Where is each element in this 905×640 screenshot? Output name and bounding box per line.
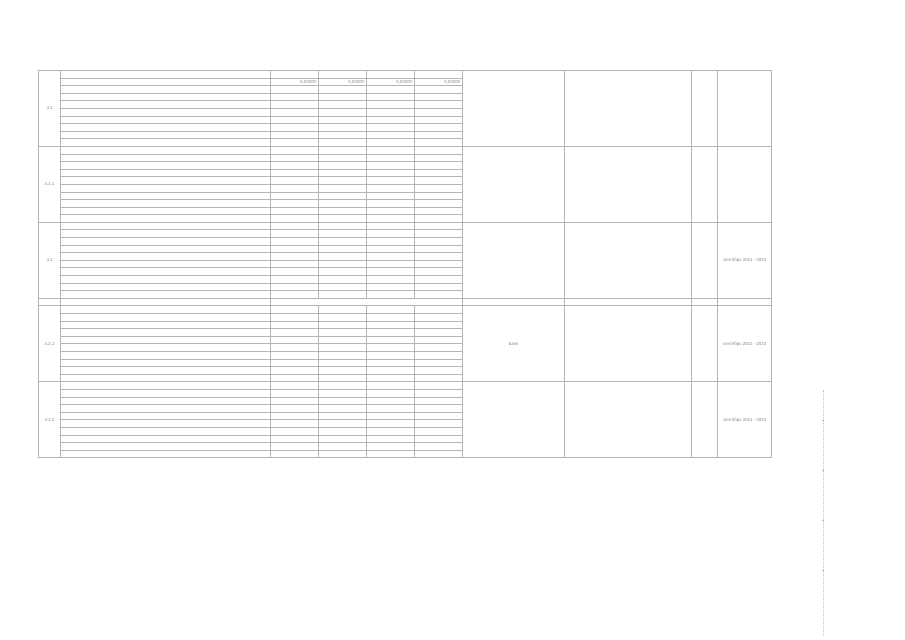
budget-value — [271, 427, 319, 435]
budget-value — [271, 169, 319, 177]
section-value — [271, 382, 319, 390]
budget-source-label — [61, 260, 271, 268]
budget-value — [319, 427, 367, 435]
budget-value — [271, 389, 319, 397]
budget-source-label — [61, 367, 271, 375]
section-value — [415, 146, 463, 154]
budget-value — [319, 359, 367, 367]
budget-source-label — [61, 101, 271, 109]
budget-value — [319, 131, 367, 139]
section-value — [415, 222, 463, 230]
budget-value — [415, 389, 463, 397]
budget-value — [271, 93, 319, 101]
budget-source-label — [61, 405, 271, 413]
budget-value — [415, 283, 463, 291]
budget-value — [271, 268, 319, 276]
budget-value — [319, 207, 367, 215]
section-value — [271, 306, 319, 314]
budget-value — [415, 329, 463, 337]
budget-value — [415, 116, 463, 124]
budget-value — [319, 435, 367, 443]
budget-value — [415, 177, 463, 185]
result-cell — [565, 71, 692, 147]
budget-source-label — [61, 389, 271, 397]
section-value — [367, 222, 415, 230]
budget-value — [367, 367, 415, 375]
budget-value — [415, 124, 463, 132]
budget-value — [271, 420, 319, 428]
section-value — [271, 146, 319, 154]
budget-value — [271, 101, 319, 109]
budget-value — [415, 108, 463, 116]
budget-value — [415, 427, 463, 435]
start-date-cell — [692, 71, 718, 147]
budget-value — [319, 86, 367, 94]
budget-value — [319, 314, 367, 322]
budget-value — [415, 412, 463, 420]
budget-value — [271, 245, 319, 253]
section-title — [61, 222, 271, 230]
section-value — [367, 306, 415, 314]
budget-value — [415, 351, 463, 359]
section-header-row — [39, 382, 772, 390]
budget-value — [319, 450, 367, 458]
budget-source-label — [61, 154, 271, 162]
budget-value — [367, 268, 415, 276]
budget-value — [367, 351, 415, 359]
budget-value — [367, 321, 415, 329]
budget-value — [271, 435, 319, 443]
budget-value — [319, 139, 367, 147]
budget-source-label — [61, 245, 271, 253]
budget-value — [367, 420, 415, 428]
section-title — [61, 71, 271, 79]
budget-source-label — [61, 116, 271, 124]
budget-source-label — [61, 124, 271, 132]
budget-value — [271, 238, 319, 246]
budget-source-label — [61, 427, 271, 435]
budget-source-label — [61, 412, 271, 420]
budget-value — [271, 162, 319, 170]
section-value — [367, 146, 415, 154]
budget-value — [367, 260, 415, 268]
budget-value — [415, 184, 463, 192]
budget-value — [271, 367, 319, 375]
start-date-cell — [692, 382, 718, 458]
result-cell — [565, 222, 692, 298]
budget-value — [367, 405, 415, 413]
budget-value — [367, 215, 415, 223]
budget-value — [271, 321, 319, 329]
budget-value — [319, 283, 367, 291]
budget-value — [415, 245, 463, 253]
start-date-cell — [692, 222, 718, 298]
budget-value — [271, 329, 319, 337]
result-cell — [565, 298, 692, 306]
budget-value — [415, 359, 463, 367]
budget-value — [319, 192, 367, 200]
budget-value — [415, 192, 463, 200]
budget-value — [271, 397, 319, 405]
budget-value — [367, 389, 415, 397]
budget-source-label — [61, 344, 271, 352]
start-date-cell — [692, 146, 718, 222]
end-date-cell — [718, 298, 772, 306]
budget-value — [367, 344, 415, 352]
budget-value — [319, 276, 367, 284]
budget-value — [319, 200, 367, 208]
budget-value — [319, 389, 367, 397]
budget-source-label — [61, 177, 271, 185]
budget-value — [367, 200, 415, 208]
section-code: 4.1 — [39, 71, 61, 147]
budget-value — [271, 253, 319, 261]
budget-value — [319, 101, 367, 109]
budget-value — [415, 336, 463, 344]
budget-value — [319, 397, 367, 405]
budget-value — [415, 86, 463, 94]
budget-source-label — [61, 207, 271, 215]
budget-value: 0,00000 — [415, 78, 463, 86]
budget-value — [367, 207, 415, 215]
budget-value — [367, 427, 415, 435]
budget-source-label — [61, 162, 271, 170]
budget-value — [271, 314, 319, 322]
row-values — [271, 298, 463, 306]
budget-value: 0,00000 — [319, 78, 367, 86]
budget-source-label — [61, 374, 271, 382]
budget-value — [319, 184, 367, 192]
budget-value — [415, 321, 463, 329]
budget-value — [367, 283, 415, 291]
budget-value — [367, 397, 415, 405]
budget-value — [319, 238, 367, 246]
responsible-cell — [463, 298, 565, 306]
budget-value — [319, 215, 367, 223]
budget-source-label — [61, 184, 271, 192]
budget-value — [367, 314, 415, 322]
budget-value — [271, 215, 319, 223]
end-date-cell: сентябрь 2021 - 2023 — [718, 222, 772, 298]
section-title — [61, 306, 271, 314]
budget-value — [271, 291, 319, 299]
budget-value — [367, 139, 415, 147]
budget-value — [415, 253, 463, 261]
responsible-cell — [463, 382, 565, 458]
budget-value — [367, 276, 415, 284]
row-title — [61, 298, 271, 306]
budget-value — [415, 443, 463, 451]
budget-value — [415, 154, 463, 162]
budget-value — [271, 116, 319, 124]
budget-source-label — [61, 139, 271, 147]
budget-value — [319, 268, 367, 276]
budget-value — [271, 154, 319, 162]
budget-value — [367, 154, 415, 162]
budget-value — [367, 412, 415, 420]
budget-value — [415, 405, 463, 413]
budget-source-label — [61, 314, 271, 322]
budget-value — [271, 405, 319, 413]
budget-table — [38, 70, 772, 458]
budget-value — [271, 230, 319, 238]
budget-value — [319, 367, 367, 375]
budget-value — [271, 108, 319, 116]
page-edge-tick — [822, 470, 824, 471]
budget-source-label — [61, 351, 271, 359]
responsible-cell — [463, 146, 565, 222]
budget-value — [367, 192, 415, 200]
budget-source-label — [61, 435, 271, 443]
row-code — [39, 298, 61, 306]
section-code: 4.1.1 — [39, 146, 61, 222]
budget-value — [271, 412, 319, 420]
budget-value: 0,00000 — [367, 78, 415, 86]
end-date-cell — [718, 71, 772, 147]
budget-value — [271, 184, 319, 192]
budget-value — [271, 336, 319, 344]
budget-value — [415, 238, 463, 246]
end-date-cell — [718, 146, 772, 222]
budget-source-label — [61, 397, 271, 405]
budget-value — [367, 177, 415, 185]
section-value — [367, 71, 415, 79]
budget-value — [271, 260, 319, 268]
budget-value — [271, 139, 319, 147]
section-header-row — [39, 306, 772, 314]
budget-source-label — [61, 336, 271, 344]
budget-value — [367, 116, 415, 124]
budget-source-label — [61, 93, 271, 101]
section-value — [415, 71, 463, 79]
budget-value — [415, 200, 463, 208]
budget-value — [319, 405, 367, 413]
budget-source-label — [61, 268, 271, 276]
budget-value — [415, 207, 463, 215]
budget-value — [367, 336, 415, 344]
page-edge-line — [823, 390, 824, 636]
budget-source-label — [61, 108, 271, 116]
budget-value — [415, 374, 463, 382]
budget-value — [271, 200, 319, 208]
budget-value — [415, 291, 463, 299]
section-code: 4.2.1 — [39, 306, 61, 382]
section-value — [271, 71, 319, 79]
budget-value: 5,00000 — [271, 78, 319, 86]
responsible-cell — [463, 222, 565, 298]
budget-value — [319, 93, 367, 101]
budget-value — [271, 177, 319, 185]
section-value — [415, 382, 463, 390]
section-header-row — [39, 146, 772, 154]
budget-value — [319, 351, 367, 359]
budget-value — [271, 124, 319, 132]
section-value — [367, 382, 415, 390]
budget-value — [271, 374, 319, 382]
page-edge-tick — [822, 420, 824, 421]
budget-value — [415, 169, 463, 177]
budget-value — [367, 253, 415, 261]
budget-source-label — [61, 86, 271, 94]
budget-value — [415, 260, 463, 268]
budget-source-label — [61, 450, 271, 458]
budget-value — [271, 351, 319, 359]
budget-value — [367, 184, 415, 192]
section-value — [319, 146, 367, 154]
budget-value — [415, 93, 463, 101]
page-edge-tick — [822, 570, 824, 571]
budget-source-label — [61, 215, 271, 223]
budget-value — [415, 276, 463, 284]
budget-value — [319, 245, 367, 253]
page-edge-tick — [822, 520, 824, 521]
budget-value — [367, 162, 415, 170]
budget-value — [415, 268, 463, 276]
budget-value — [367, 124, 415, 132]
budget-value — [415, 215, 463, 223]
responsible-cell: Банк — [463, 306, 565, 382]
section-value — [319, 71, 367, 79]
budget-value — [319, 344, 367, 352]
budget-value — [319, 230, 367, 238]
budget-value — [415, 344, 463, 352]
budget-value — [319, 162, 367, 170]
budget-value — [415, 101, 463, 109]
budget-source-label — [61, 291, 271, 299]
end-date-cell: сентябрь 2021 - 2023 — [718, 382, 772, 458]
budget-value — [367, 359, 415, 367]
section-header-row — [39, 222, 772, 230]
budget-value — [367, 169, 415, 177]
budget-value — [271, 207, 319, 215]
section-value — [319, 306, 367, 314]
budget-value — [367, 450, 415, 458]
budget-value — [367, 108, 415, 116]
budget-value — [367, 131, 415, 139]
budget-source-label — [61, 169, 271, 177]
budget-value — [367, 435, 415, 443]
budget-value — [415, 162, 463, 170]
section-header-row — [39, 71, 772, 79]
section-code: 4.2.2 — [39, 382, 61, 458]
budget-value — [271, 450, 319, 458]
budget-value — [271, 86, 319, 94]
result-cell — [565, 382, 692, 458]
budget-value — [367, 329, 415, 337]
budget-source-label — [61, 283, 271, 291]
budget-value — [415, 420, 463, 428]
budget-value — [367, 101, 415, 109]
start-date-cell — [692, 306, 718, 382]
budget-value — [367, 291, 415, 299]
budget-value — [415, 367, 463, 375]
budget-value — [319, 412, 367, 420]
budget-source-label — [61, 443, 271, 451]
budget-source-label — [61, 230, 271, 238]
budget-source-label — [61, 359, 271, 367]
budget-value — [319, 154, 367, 162]
budget-source-label — [61, 253, 271, 261]
budget-value — [367, 230, 415, 238]
budget-source-label — [61, 276, 271, 284]
budget-source-label — [61, 200, 271, 208]
budget-source-label — [61, 131, 271, 139]
budget-value — [319, 420, 367, 428]
budget-value — [367, 443, 415, 451]
section-value — [319, 222, 367, 230]
budget-source-label — [61, 321, 271, 329]
budget-value — [319, 291, 367, 299]
budget-source-label — [61, 78, 271, 86]
budget-value — [319, 177, 367, 185]
budget-value — [415, 435, 463, 443]
section-value — [271, 222, 319, 230]
note-row — [39, 298, 772, 306]
budget-value — [271, 192, 319, 200]
end-date-cell: сентябрь 2021 - 2023 — [718, 306, 772, 382]
budget-value — [319, 124, 367, 132]
section-title — [61, 382, 271, 390]
result-cell — [565, 146, 692, 222]
budget-value — [367, 238, 415, 246]
budget-source-label — [61, 192, 271, 200]
budget-value — [319, 260, 367, 268]
budget-value — [367, 245, 415, 253]
budget-value — [271, 283, 319, 291]
budget-value — [319, 329, 367, 337]
budget-value — [367, 93, 415, 101]
budget-value — [415, 397, 463, 405]
budget-value — [367, 374, 415, 382]
budget-value — [319, 443, 367, 451]
budget-source-label — [61, 238, 271, 246]
responsible-cell — [463, 71, 565, 147]
budget-value — [319, 253, 367, 261]
budget-value — [271, 276, 319, 284]
start-date-cell — [692, 298, 718, 306]
budget-value — [319, 108, 367, 116]
section-title — [61, 146, 271, 154]
budget-value — [271, 443, 319, 451]
budget-value — [367, 86, 415, 94]
budget-value — [319, 169, 367, 177]
budget-value — [415, 131, 463, 139]
budget-value — [415, 314, 463, 322]
budget-value — [319, 374, 367, 382]
budget-value — [271, 344, 319, 352]
budget-value — [271, 131, 319, 139]
budget-value — [271, 359, 319, 367]
result-cell — [565, 306, 692, 382]
section-value — [319, 382, 367, 390]
budget-value — [319, 116, 367, 124]
budget-value — [319, 336, 367, 344]
budget-source-label — [61, 420, 271, 428]
budget-value — [415, 230, 463, 238]
section-value — [415, 306, 463, 314]
budget-value — [415, 450, 463, 458]
budget-value — [319, 321, 367, 329]
budget-source-label — [61, 329, 271, 337]
section-code: 4.2 — [39, 222, 61, 298]
budget-value — [415, 139, 463, 147]
